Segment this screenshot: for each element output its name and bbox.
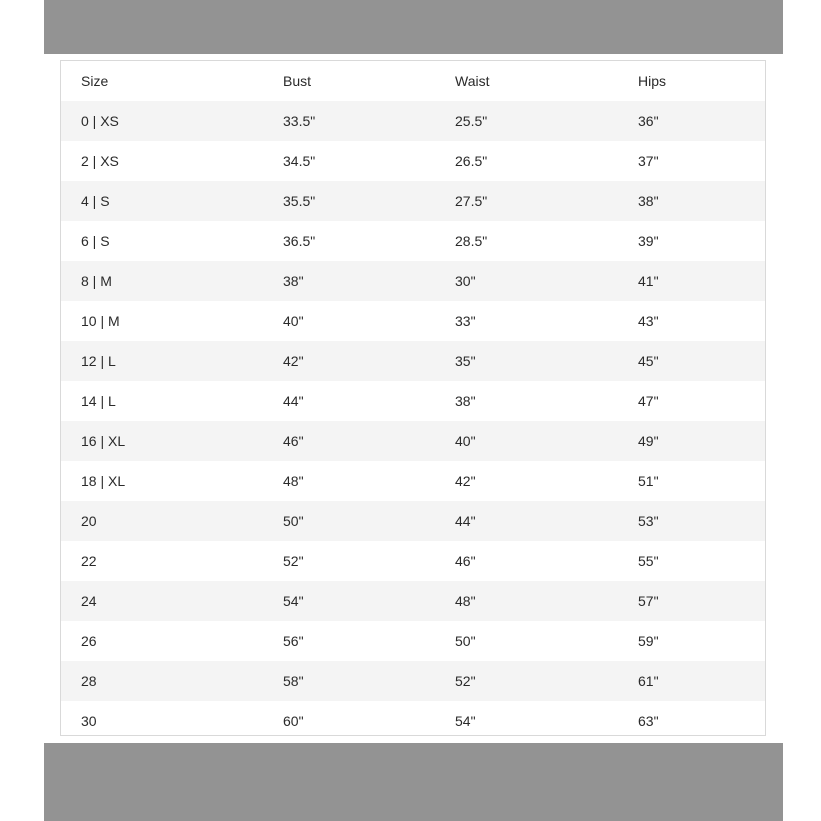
cell-hips: 55" — [638, 553, 659, 569]
cell-waist: 44" — [455, 513, 476, 529]
cell-size: 18 | XL — [81, 473, 126, 489]
cell-hips: 47" — [638, 393, 659, 409]
table-row — [61, 381, 765, 421]
header-size: Size — [81, 73, 109, 89]
table-row — [61, 701, 765, 741]
bottom-gray-band — [44, 743, 783, 821]
header-waist: Waist — [455, 73, 490, 89]
cell-waist: 46" — [455, 553, 476, 569]
cell-waist: 42" — [455, 473, 476, 489]
table-row — [61, 181, 765, 221]
cell-hips: 59" — [638, 633, 659, 649]
table-row — [61, 621, 765, 661]
table-row — [61, 301, 765, 341]
table-row — [61, 141, 765, 181]
cell-waist: 38" — [455, 393, 476, 409]
cell-waist: 50" — [455, 633, 476, 649]
cell-size: 0 | XS — [81, 113, 119, 129]
cell-bust: 42" — [283, 353, 304, 369]
cell-waist: 33" — [455, 313, 476, 329]
table-row — [61, 501, 765, 541]
cell-size: 28 — [81, 673, 97, 689]
cell-hips: 51" — [638, 473, 659, 489]
table-row — [61, 261, 765, 301]
cell-hips: 49" — [638, 433, 659, 449]
cell-size: 2 | XS — [81, 153, 119, 169]
cell-waist: 52" — [455, 673, 476, 689]
cell-size: 20 — [81, 513, 97, 529]
cell-hips: 45" — [638, 353, 659, 369]
cell-waist: 54" — [455, 713, 476, 729]
cell-hips: 36" — [638, 113, 659, 129]
cell-hips: 61" — [638, 673, 659, 689]
table-row — [61, 581, 765, 621]
cell-bust: 54" — [283, 593, 304, 609]
cell-hips: 63" — [638, 713, 659, 729]
table-row — [61, 341, 765, 381]
table-row — [61, 101, 765, 141]
table-row — [61, 461, 765, 501]
cell-waist: 35" — [455, 353, 476, 369]
cell-bust: 56" — [283, 633, 304, 649]
cell-waist: 30" — [455, 273, 476, 289]
cell-waist: 26.5" — [455, 153, 488, 169]
cell-hips: 57" — [638, 593, 659, 609]
header-hips: Hips — [638, 73, 667, 89]
size-chart-table — [60, 60, 766, 736]
cell-bust: 58" — [283, 673, 304, 689]
table-row — [61, 661, 765, 701]
cell-size: 24 — [81, 593, 97, 609]
cell-size: 16 | XL — [81, 433, 126, 449]
table-row — [61, 541, 765, 581]
table-row — [61, 421, 765, 461]
cell-waist: 28.5" — [455, 233, 488, 249]
cell-size: 14 | L — [81, 393, 116, 409]
cell-bust: 36.5" — [283, 233, 316, 249]
cell-bust: 40" — [283, 313, 304, 329]
cell-size: 4 | S — [81, 193, 110, 209]
cell-size: 30 — [81, 713, 97, 729]
cell-bust: 48" — [283, 473, 304, 489]
cell-bust: 44" — [283, 393, 304, 409]
size-chart-panel — [44, 54, 783, 743]
cell-size: 10 | M — [81, 313, 120, 329]
cell-bust: 38" — [283, 273, 304, 289]
header-bust: Bust — [283, 73, 312, 89]
cell-bust: 33.5" — [283, 113, 316, 129]
cell-waist: 25.5" — [455, 113, 488, 129]
cell-size: 12 | L — [81, 353, 116, 369]
cell-waist: 48" — [455, 593, 476, 609]
cell-bust: 50" — [283, 513, 304, 529]
cell-size: 6 | S — [81, 233, 110, 249]
cell-bust: 46" — [283, 433, 304, 449]
cell-hips: 41" — [638, 273, 659, 289]
cell-hips: 38" — [638, 193, 659, 209]
cell-hips: 37" — [638, 153, 659, 169]
cell-waist: 27.5" — [455, 193, 488, 209]
cell-waist: 40" — [455, 433, 476, 449]
cell-hips: 43" — [638, 313, 659, 329]
cell-size: 8 | M — [81, 273, 112, 289]
cell-hips: 39" — [638, 233, 659, 249]
cell-bust: 34.5" — [283, 153, 316, 169]
top-gray-band — [44, 0, 783, 54]
cell-size: 22 — [81, 553, 97, 569]
cell-bust: 60" — [283, 713, 304, 729]
cell-size: 26 — [81, 633, 97, 649]
cell-bust: 52" — [283, 553, 304, 569]
cell-bust: 35.5" — [283, 193, 316, 209]
table-header-row — [61, 61, 765, 101]
table-row — [61, 221, 765, 261]
cell-hips: 53" — [638, 513, 659, 529]
